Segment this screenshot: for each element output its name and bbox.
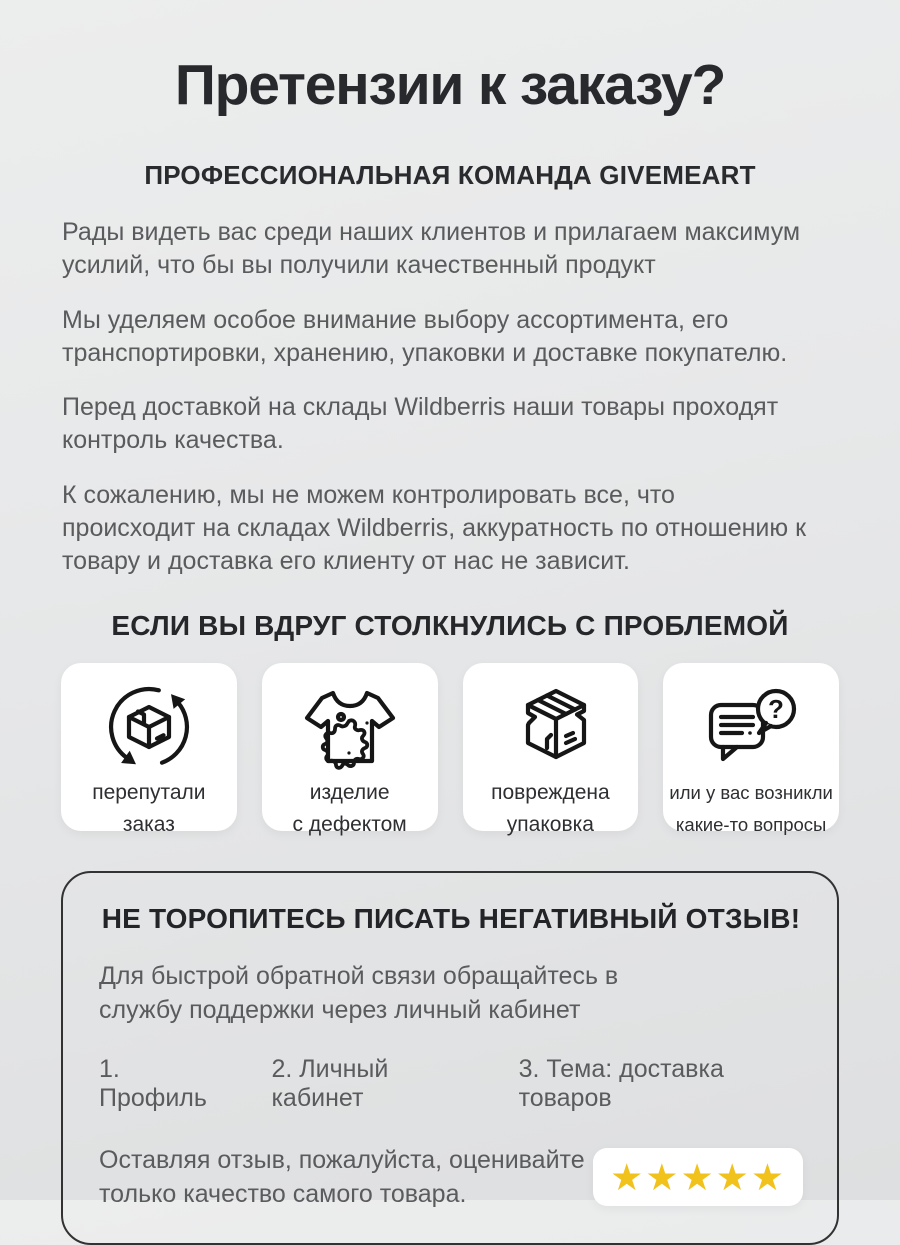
card-label: изделие с дефектом <box>292 781 407 836</box>
team-subtitle: ПРОФЕССИОНАЛЬНАЯ КОМАНДА GIVEMEART <box>144 160 756 190</box>
notice-body: Для быстрой обратной связи обращайтесь в службу поддержки через личный кабинет <box>99 962 619 1025</box>
rating-row <box>99 1143 803 1211</box>
step-profile: 1. Профиль <box>99 1055 207 1113</box>
question-chat-icon <box>701 677 801 777</box>
notice-heading: НЕ ТОРОПИТЕСЬ ПИСАТЬ НЕГАТИВНЫЙ ОТЗЫВ! <box>101 903 801 935</box>
damaged-package-icon <box>500 677 600 777</box>
rating-note: Оставляя отзыв, пожалуйста, оценивайте только качество самого товара. <box>99 1146 585 1209</box>
svg-text:?: ? <box>768 694 785 725</box>
card-label: перепутали заказ <box>92 781 206 836</box>
problem-cards-row <box>61 663 839 836</box>
support-steps <box>99 1055 803 1113</box>
step-topic: 3. Тема: доставка товаров <box>518 1055 724 1113</box>
paragraph-welcome: Рады видеть вас среди наших клиентов и прилагаем максимум усилий, что бы вы получили качественный продукт <box>62 218 801 280</box>
review-notice-box <box>61 871 839 1245</box>
defective-item-icon <box>300 677 400 777</box>
step-account: 2. Личный кабинет <box>271 1055 389 1113</box>
mixed-up-order-icon <box>99 677 199 777</box>
intro-paragraphs <box>62 216 814 578</box>
card-label: или у вас возникли какие-то вопросы <box>669 782 833 835</box>
page-title: Претензии к заказу? <box>174 53 726 117</box>
card-mixed-up-order <box>61 663 237 836</box>
paragraph-quality-control: Перед доставкой на склады Wildberris наши товары проходят контроль качества. <box>62 393 779 455</box>
five-star-badge <box>593 1148 803 1206</box>
problems-heading: ЕСЛИ ВЫ ВДРУГ СТОЛКНУЛИСЬ С ПРОБЛЕМОЙ <box>111 610 789 642</box>
card-defective-item <box>262 663 438 836</box>
card-damaged-package <box>463 663 639 836</box>
paragraph-attention: Мы уделяем особое внимание выбору ассортимента, его транспортировки, хранению, упаковки и доставке покупателю. <box>62 305 788 367</box>
paragraph-disclaimer: К сожалению, мы не можем контролировать все, что происходит на складах Wildberris, аккуратность по отношению к товару и доставка его клиенту от нас не зависит. <box>62 480 807 575</box>
card-label: повреждена упаковка <box>491 781 610 836</box>
card-questions <box>663 663 839 835</box>
star-rating-icon: ★★★★★ <box>610 1155 786 1199</box>
